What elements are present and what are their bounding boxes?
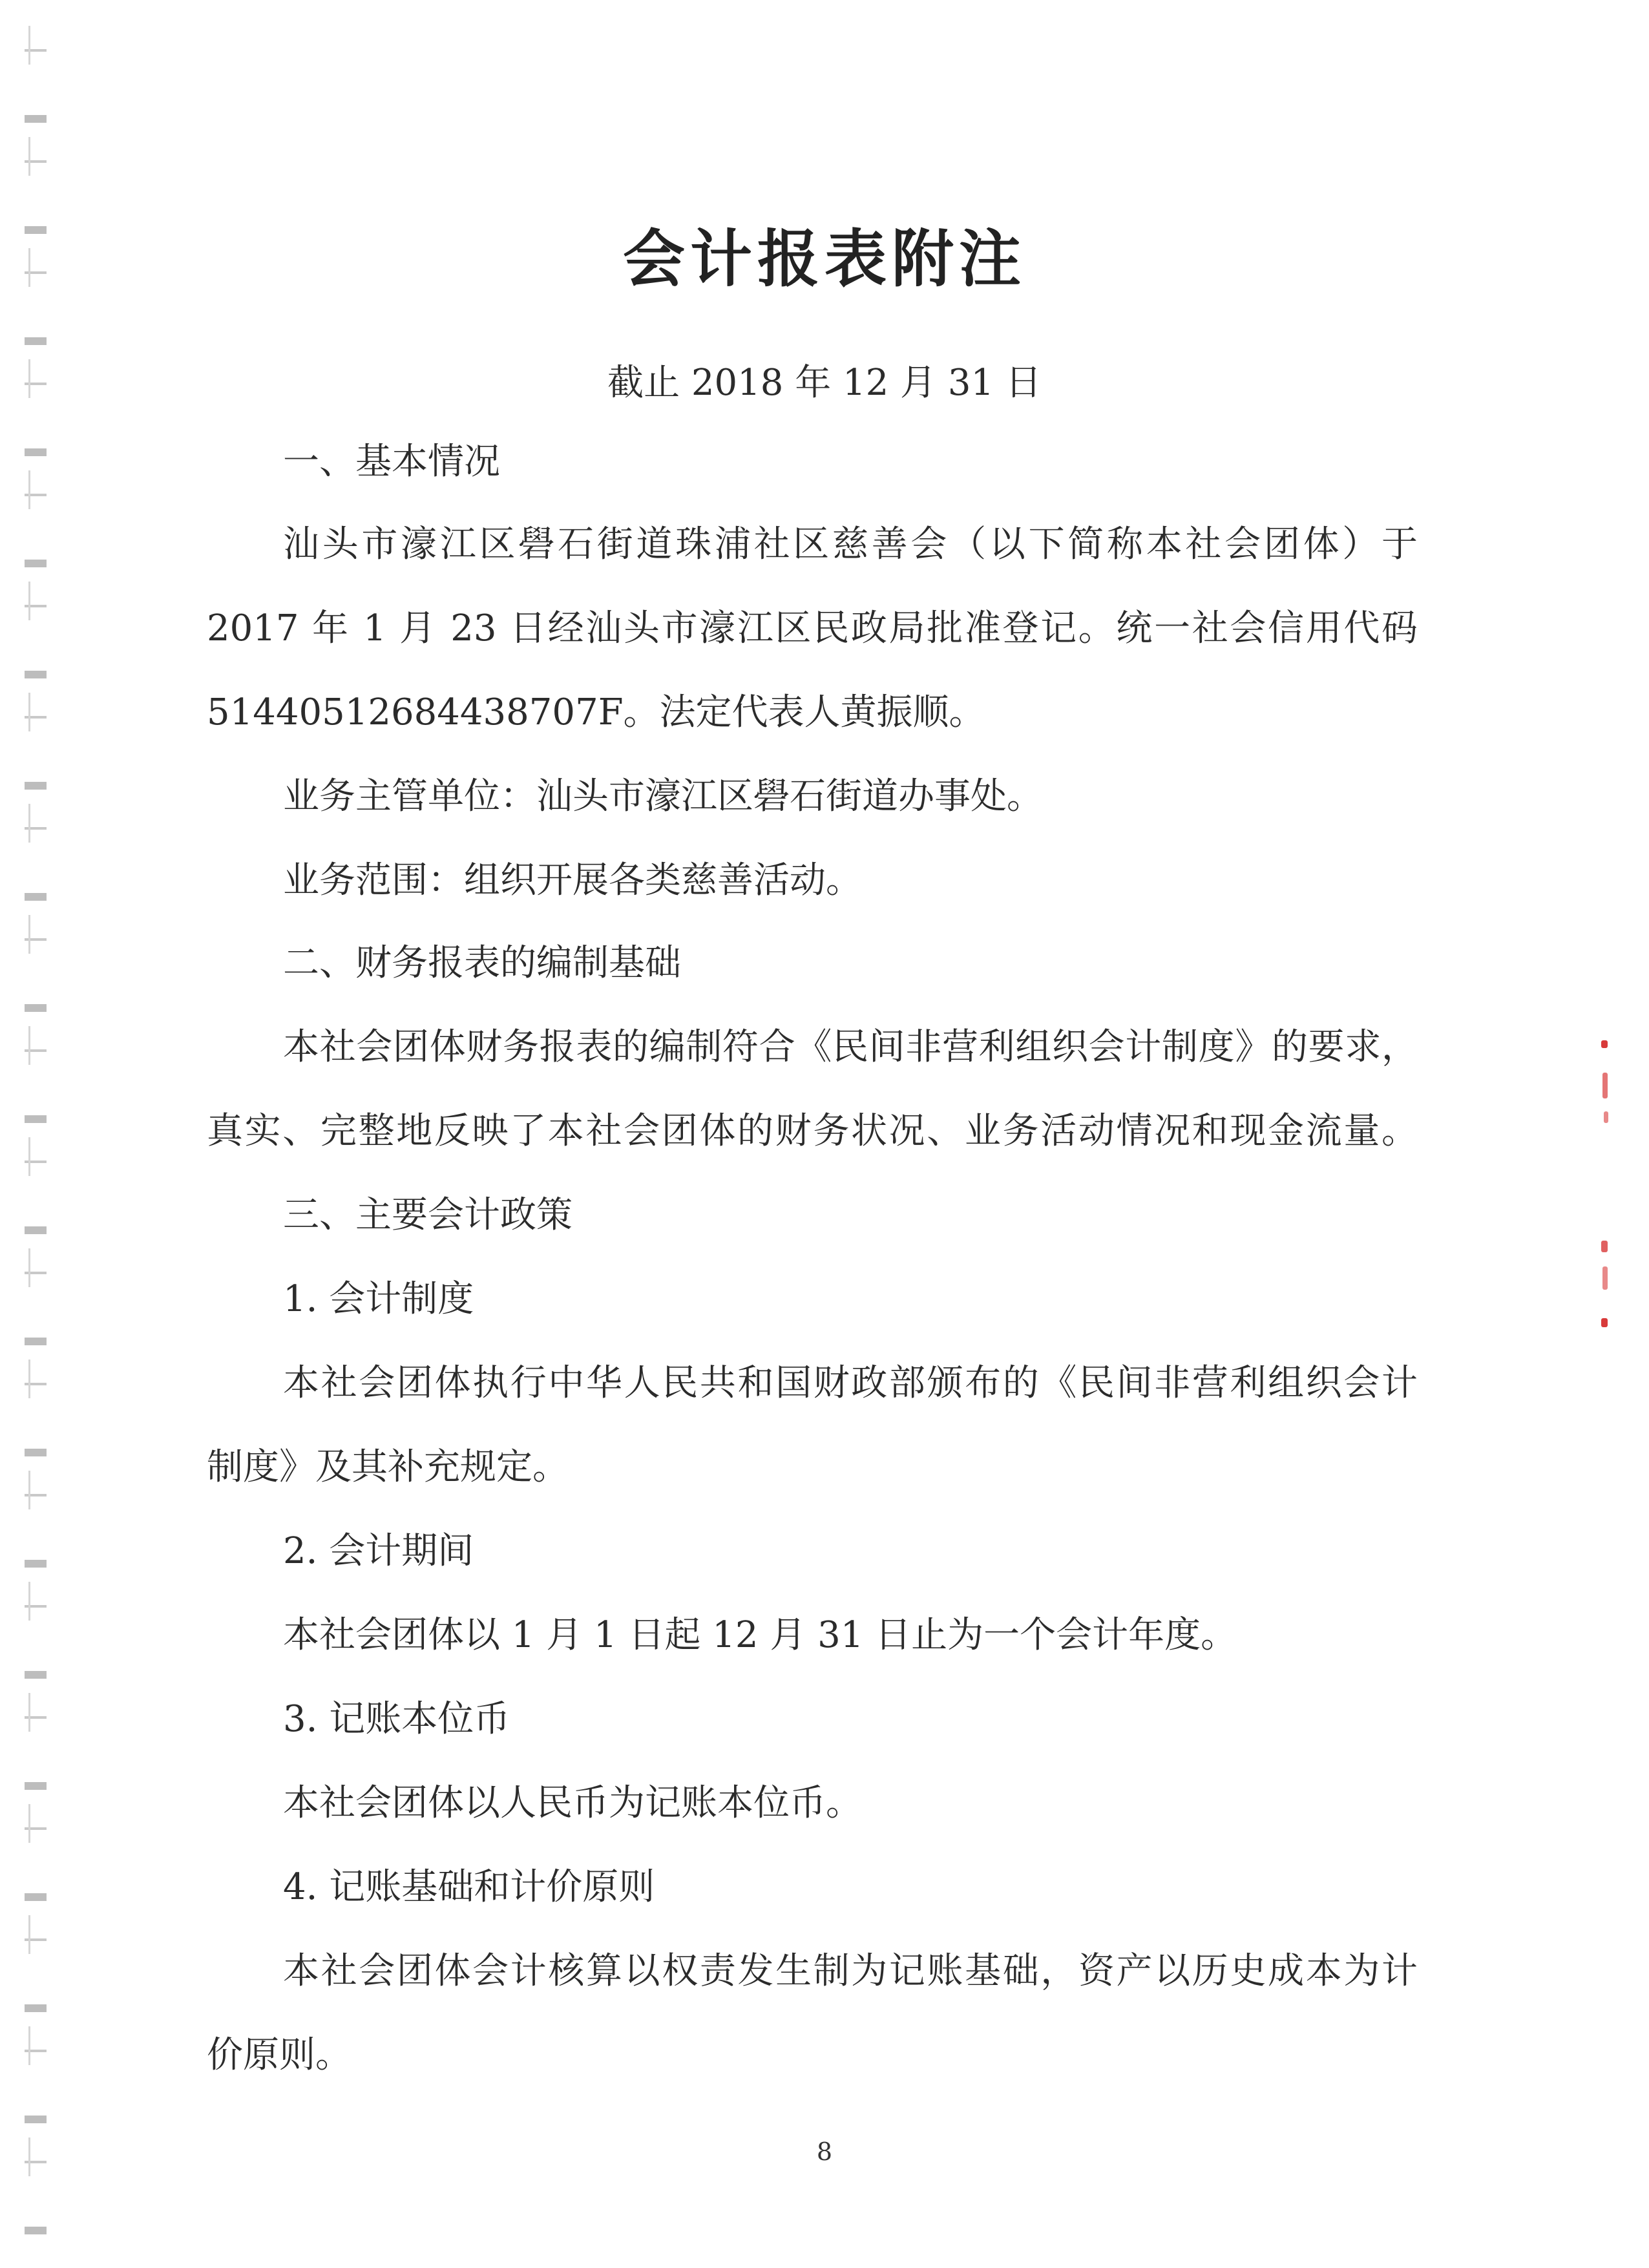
stamp-fragment [1602,1266,1608,1290]
paragraph-line: 本社会团体以人民币为记账本位币。 [283,1782,862,1824]
paragraph-line: 价原则。 [207,2034,352,2076]
paragraph-line: 本社会团体以 1 月 1 日起 12 月 31 日止为一个会计年度。 [283,1614,1237,1656]
stamp-fragment [1601,1318,1608,1327]
date-line: 截止 2018 年 12 月 31 日 [607,362,1042,404]
stamp-fragment [1601,1040,1608,1048]
paragraph-line: 本社会团体财务报表的编制符合《民间非营利组织会计制度》的要求， [283,1026,1418,1068]
stamp-fragment [1604,1111,1608,1123]
page-title: 会计报表附注 [623,222,1026,295]
subheading-accounting-system: 1. 会计制度 [283,1278,474,1320]
paragraph-line: 本社会团体会计核算以权责发生制为记账基础，资产以历史成本为计 [283,1950,1418,1992]
section-heading-basic-info: 一、基本情况 [283,441,500,483]
paragraph-line: 51440512684438707F。法定代表人黄振顺。 [207,691,985,733]
paragraph-line: 真实、完整地反映了本社会团体的财务状况、业务活动情况和现金流量。 [207,1110,1418,1152]
stamp-fragment [1601,1241,1608,1252]
subheading-accounting-basis: 4. 记账基础和计价原则 [283,1866,655,1908]
paragraph-line: 制度》及其补充规定。 [207,1446,569,1488]
page-number: 8 [816,2137,833,2166]
subheading-currency: 3. 记账本位币 [283,1698,510,1740]
section-heading-basis: 二、财务报表的编制基础 [283,942,681,984]
paragraph-line: 2017 年 1 月 23 日经汕头市濠江区民政局批准登记。统一社会信用代码 [207,607,1418,649]
paragraph-line: 业务主管单位：汕头市濠江区礐石街道办事处。 [283,775,1043,817]
paragraph-line: 本社会团体执行中华人民共和国财政部颁布的《民间非营利组织会计 [283,1362,1418,1404]
paragraph-line: 汕头市濠江区礐石街道珠浦社区慈善会（以下简称本社会团体）于 [283,523,1418,565]
paragraph-line: 业务范围：组织开展各类慈善活动。 [283,859,862,901]
stamp-fragment [1602,1073,1608,1098]
section-heading-policies: 三、主要会计政策 [283,1194,572,1236]
subheading-accounting-period: 2. 会计期间 [283,1530,474,1572]
